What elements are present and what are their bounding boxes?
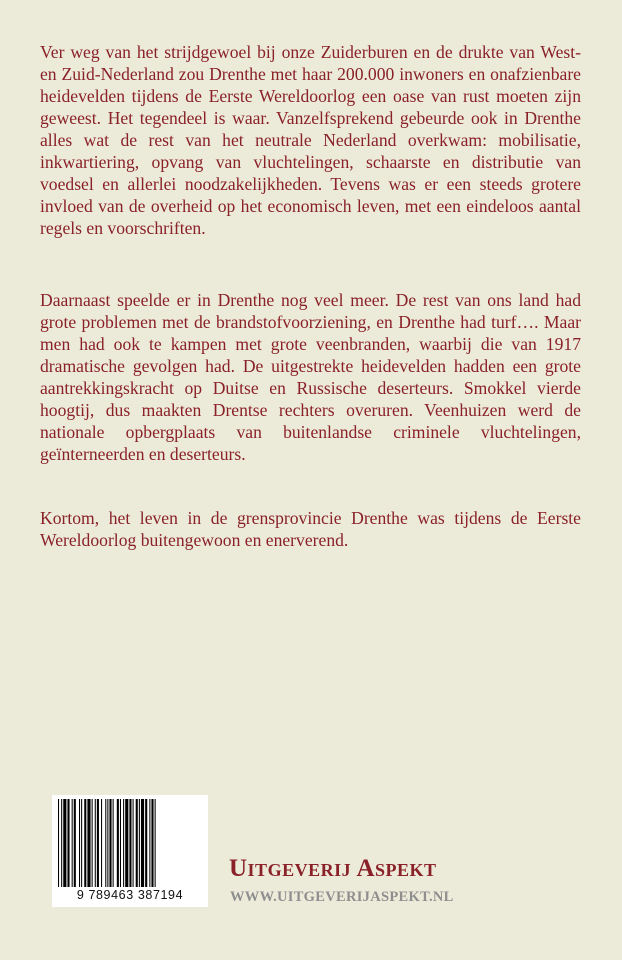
publisher-website: WWW.UITGEVERIJASPEKT.NL xyxy=(230,889,454,905)
body-paragraph-1: Ver weg van het strijdgewoel bij onze Zuiderburen en de drukte van West- en Zuid-Nederland zou Drenthe met haar 200.000 inwoners en onafzienbare heidevelden tijdens de Eerste Wereldoorlog een oase van rust moeten zijn geweest. Het tegendeel is waar. Vanzelfsprekend gebeurde ook in Drenthe alles wat de rest van het neutrale Nederland overkwam: mobilisatie, inkwartiering, opvang van vluchtelingen, schaarste en distributie van voedsel en allerlei noodzakelijkheden. Tevens was er een steeds grotere invloed van de overheid op het economisch leven, met een eindeloos aantal regels en voorschriften. xyxy=(40,42,581,238)
isbn-barcode xyxy=(52,795,208,907)
body-paragraph-2: Daarnaast speelde er in Drenthe nog veel meer. De rest van ons land had grote problemen met de brandstofvoorziening, en Drenthe had turf…. Maar men had ook te kampen met grote veenbranden, waarbij die van 1917 dramatische gevolgen had. De uitgestrekte heidevelden hadden een grote aantrekkingskracht op Duitse en Russische deserteurs. Smokkel vierde hoogtij, dus maakten Drentse rechters overuren. Veenhuizen werd de nationale opbergplaats van buitenlandse criminele vluchtelingen, geïnterneerden en deserteurs. xyxy=(40,290,581,464)
body-paragraph-3: Kortom, het leven in de grensprovincie Drenthe was tijdens de Eerste Wereldoorlog buitengewoon en enerverend. xyxy=(40,508,581,550)
publisher-name: Uitgeverij Aspekt xyxy=(229,855,437,882)
isbn-digits: 9 789463 387194 xyxy=(76,888,184,902)
barcode-bars-icon xyxy=(56,799,204,887)
